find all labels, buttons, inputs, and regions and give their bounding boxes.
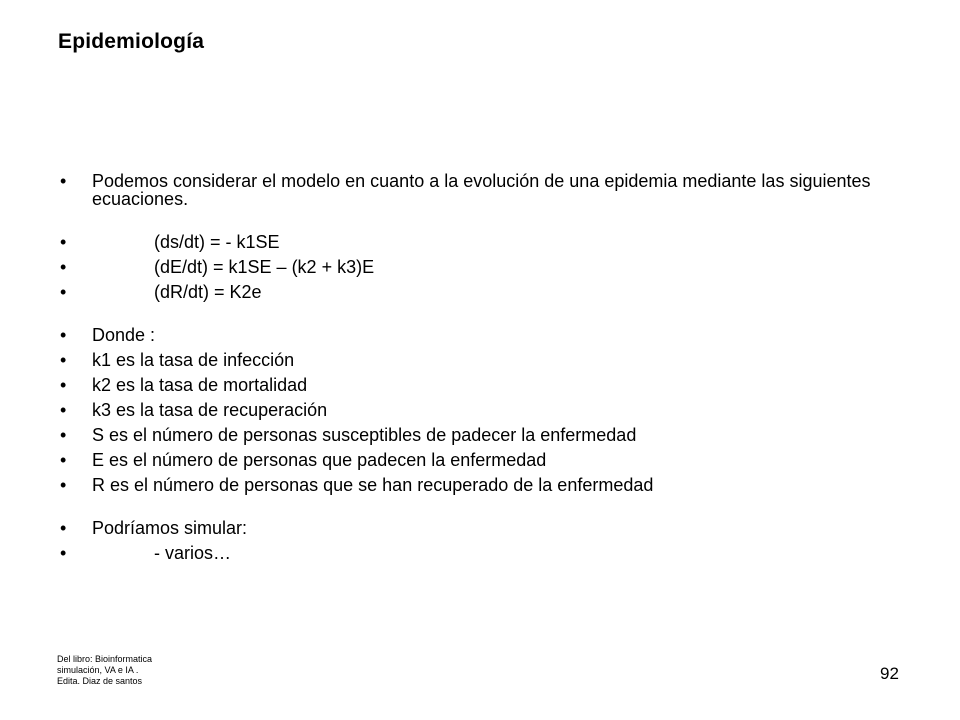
bullet-varios bbox=[58, 544, 918, 562]
bullet-dot-icon: • bbox=[60, 282, 67, 302]
footer-source-line: Del libro: Bioinformatica bbox=[57, 654, 153, 664]
bullet-text: k2 es la tasa de mortalidad bbox=[92, 375, 308, 395]
page-number: 92 bbox=[880, 664, 899, 683]
bullet-equation-dr bbox=[58, 283, 918, 301]
bullet-text: S es el número de personas susceptibles de padecer la enfermedad bbox=[92, 425, 637, 445]
bullet-dot-icon: • bbox=[60, 475, 67, 495]
bullet-text: Podemos considerar el modelo en cuanto a la evolución de una epidemia mediante las siguientes ecuaciones. bbox=[92, 171, 871, 209]
bullet-e-definition bbox=[58, 451, 918, 469]
bullet-simular bbox=[58, 519, 918, 537]
bullet-dot-icon: • bbox=[60, 171, 67, 191]
bullet-text: k3 es la tasa de recuperación bbox=[92, 400, 328, 420]
bullet-k3 bbox=[58, 401, 918, 419]
bullet-dot-icon: • bbox=[60, 325, 67, 345]
bullet-dot-icon: • bbox=[60, 257, 67, 277]
bullet-equation-ds bbox=[58, 233, 918, 251]
footer-source-line: Edita. Diaz de santos bbox=[57, 676, 143, 686]
bullet-dot-icon: • bbox=[60, 232, 67, 252]
bullet-s-definition bbox=[58, 426, 918, 444]
bullet-r-definition bbox=[58, 476, 918, 494]
bullet-k1 bbox=[58, 351, 918, 369]
equation-dr: (dR/dt) = K2e bbox=[154, 282, 262, 302]
bullet-dot-icon: • bbox=[60, 450, 67, 470]
bullet-k2 bbox=[58, 376, 918, 394]
bullet-dot-icon: • bbox=[60, 400, 67, 420]
bullet-text: Donde : bbox=[92, 325, 156, 345]
slide-title: Epidemiología bbox=[58, 30, 205, 53]
bullet-equation-de bbox=[58, 258, 918, 276]
equation-de: (dE/dt) = k1SE – (k2 + k3)E bbox=[154, 257, 375, 277]
bullet-list bbox=[58, 172, 918, 569]
bullet-dot-icon: • bbox=[60, 350, 67, 370]
bullet-text: Podríamos simular: bbox=[92, 518, 248, 538]
bullet-text: k1 es la tasa de infección bbox=[92, 350, 295, 370]
bullet-dot-icon: • bbox=[60, 518, 67, 538]
footer-source bbox=[57, 654, 167, 687]
bullet-text: E es el número de personas que padecen la enfermedad bbox=[92, 450, 547, 470]
bullet-intro bbox=[58, 172, 918, 208]
footer-source-line: simulación, VA e IA . bbox=[57, 665, 139, 675]
bullet-text: - varios… bbox=[154, 543, 232, 563]
bullet-dot-icon: • bbox=[60, 543, 67, 563]
bullet-dot-icon: • bbox=[60, 375, 67, 395]
bullet-dot-icon: • bbox=[60, 425, 67, 445]
bullet-text: R es el número de personas que se han recuperado de la enfermedad bbox=[92, 475, 654, 495]
bullet-donde bbox=[58, 326, 918, 344]
equation-ds: (ds/dt) = - k1SE bbox=[154, 232, 280, 252]
